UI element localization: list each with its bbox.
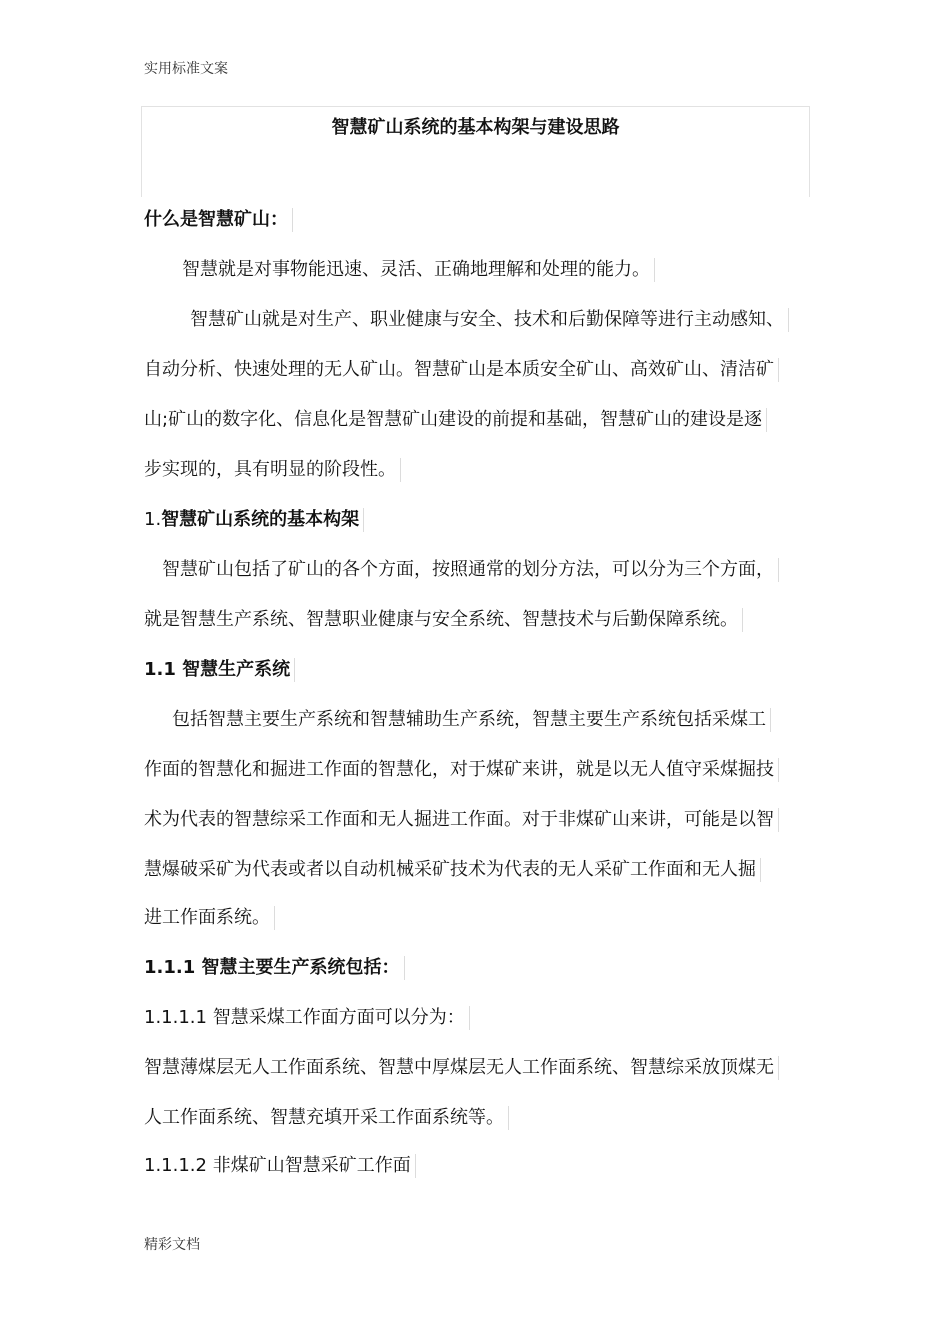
heading-section-1 bbox=[144, 508, 364, 532]
page-footer: 精彩文档 bbox=[144, 1237, 200, 1253]
section-number: 1. bbox=[144, 509, 162, 530]
paragraph-line: 智慧矿山包括了矿山的各个方面，按照通常的划分方法，可以分为三个方面， bbox=[144, 558, 779, 582]
heading-1-1-1: 1.1.1 智慧主要生产系统包括： bbox=[144, 956, 405, 980]
paragraph-line: 术为代表的智慧综采工作面和无人掘进工作面。对于非煤矿山来讲，可能是以智 bbox=[144, 808, 779, 832]
heading-1-1-1-2: 1.1.1.2 非煤矿山智慧采矿工作面 bbox=[144, 1154, 416, 1178]
paragraph-line: 智慧矿山就是对生产、职业健康与安全、技术和后勤保障等进行主动感知、 bbox=[144, 308, 789, 332]
heading-what-is: 什么是智慧矿山： bbox=[144, 208, 293, 232]
paragraph-line: 山;矿山的数字化、信息化是智慧矿山建设的前提和基础，智慧矿山的建设是逐 bbox=[144, 408, 767, 432]
page-header: 实用标准文案 bbox=[144, 61, 228, 77]
paragraph-line: 就是智慧生产系统、智慧职业健康与安全系统、智慧技术与后勤保障系统。 bbox=[144, 608, 743, 632]
document-title: 智慧矿山系统的基本构架与建设思路 bbox=[331, 117, 620, 138]
paragraph-line: 慧爆破采矿为代表或者以自动机械采矿技术为代表的无人采矿工作面和无人掘 bbox=[144, 858, 761, 882]
heading-1-1: 1.1 智慧生产系统 bbox=[144, 658, 295, 682]
paragraph-line: 自动分析、快速处理的无人矿山。智慧矿山是本质安全矿山、高效矿山、清洁矿 bbox=[144, 358, 779, 382]
paragraph-line: 作面的智慧化和掘进工作面的智慧化，对于煤矿来讲，就是以无人值守采煤掘技 bbox=[144, 758, 779, 782]
paragraph-line: 智慧就是对事物能迅速、灵活、正确地理解和处理的能力。 bbox=[144, 258, 655, 282]
paragraph-line: 包括智慧主要生产系统和智慧辅助生产系统，智慧主要生产系统包括采煤工 bbox=[144, 708, 771, 732]
title-box bbox=[141, 106, 810, 197]
paragraph-line: 进工作面系统。 bbox=[144, 906, 275, 930]
paragraph-line: 步实现的，具有明显的阶段性。 bbox=[144, 458, 401, 482]
paragraph-line: 人工作面系统、智慧充填开采工作面系统等。 bbox=[144, 1106, 509, 1130]
paragraph-line: 智慧薄煤层无人工作面系统、智慧中厚煤层无人工作面系统、智慧综采放顶煤无 bbox=[144, 1056, 779, 1080]
heading-1-1-1-1: 1.1.1.1 智慧采煤工作面方面可以分为： bbox=[144, 1006, 470, 1030]
section-title: 智慧矿山系统的基本构架 bbox=[161, 509, 360, 530]
